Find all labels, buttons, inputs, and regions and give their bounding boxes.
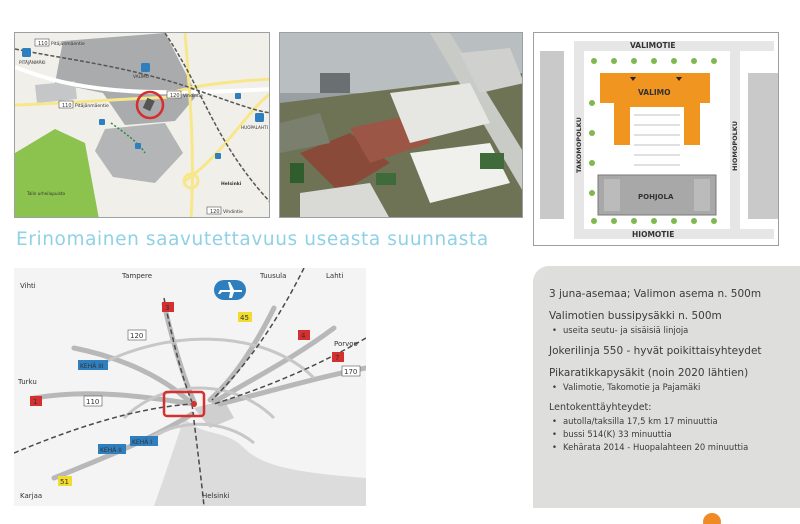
street-label-valimotie: VALIMOTIE xyxy=(630,41,676,50)
ring-road-label: KEHÄ II xyxy=(100,447,122,454)
road-number: 120 xyxy=(170,93,180,99)
park-label: Talin urheilupuisto xyxy=(27,191,66,196)
ring-road-label: KEHÄ III xyxy=(80,363,104,370)
info-sub-item: • Kehärata 2014 - Huopalahteen 20 minuuttia xyxy=(549,442,790,452)
road-number: 110 xyxy=(86,398,100,406)
road-label: Vihdintie xyxy=(223,210,243,215)
road-number: 120 xyxy=(210,209,220,215)
info-line: Valimotien bussipysäkki n. 500m xyxy=(549,310,722,322)
station-label: PITÄJÄNMÄKI xyxy=(19,60,46,65)
road-label: Pitäjänmäentie xyxy=(75,104,109,109)
road-number: 4 xyxy=(301,332,306,340)
info-sub-item: • useita seutu- ja sisäisiä linjoja xyxy=(549,325,790,335)
road-number: 170 xyxy=(344,368,358,376)
road-label: Pitäjänmäentie xyxy=(51,42,85,47)
orange-accent-dot xyxy=(703,513,721,524)
place-label: Turku xyxy=(18,378,37,386)
local-area-map xyxy=(14,32,270,218)
city-label: Helsinki xyxy=(221,182,242,187)
place-label: Lahti xyxy=(326,272,344,280)
train-station-icon xyxy=(141,63,150,72)
info-line: Pikaratikkapysäkit (noin 2020 lähtien) xyxy=(549,367,749,379)
place-label: Porvoo xyxy=(334,340,358,348)
building-label-pohjola: POHJOLA xyxy=(638,193,674,201)
info-line: 3 juna-asemaa; Valimon asema n. 500m xyxy=(549,288,762,300)
station-label: VALIMO xyxy=(133,74,149,79)
info-line: Jokerilinja 550 - hyvät poikittaisyhteydet xyxy=(549,345,762,357)
site-plan xyxy=(533,32,779,246)
info-line: Lentokenttäyhteydet: xyxy=(549,402,652,413)
train-station-icon xyxy=(22,48,31,57)
regional-map xyxy=(14,268,366,506)
place-label: Helsinki xyxy=(202,492,230,500)
road-number: 1 xyxy=(33,398,38,406)
info-sub-item: • Valimotie, Takomotie ja Pajamäki xyxy=(549,382,790,392)
train-station-icon xyxy=(255,113,264,122)
building-label-valimo: VALIMO xyxy=(638,88,671,97)
headline: Erinomainen saavutettavuus useasta suunnasta xyxy=(16,229,489,250)
road-number: 110 xyxy=(38,41,48,47)
ring-road-label: KEHÄ I xyxy=(132,439,153,446)
aerial-photo xyxy=(279,32,523,218)
street-label-takomopolku: TAKOMOPOLKU xyxy=(575,117,583,173)
accessibility-info-box xyxy=(533,266,800,508)
info-sub-item: • autolla/taksilla 17,5 km 17 minuuttia xyxy=(549,416,790,426)
road-number: 51 xyxy=(60,478,69,486)
road-number: 110 xyxy=(62,103,72,109)
road-number: 3 xyxy=(165,304,170,312)
place-label: Tampere xyxy=(122,272,153,280)
road-number: 7 xyxy=(335,354,340,362)
place-label: Karjaa xyxy=(20,492,43,500)
road-label: Vihdintie xyxy=(183,94,203,99)
street-label-hiomotie: HIOMOTIE xyxy=(632,230,675,239)
info-sub-item: • bussi 514(K) 33 minuuttia xyxy=(549,429,790,439)
road-number: 120 xyxy=(130,332,144,340)
road-number: 45 xyxy=(240,314,249,322)
station-label: HUOPALAHTI xyxy=(241,125,268,130)
street-label-hiomopolku: HIOMOPOLKU xyxy=(731,120,739,171)
place-label: Vihti xyxy=(20,282,36,290)
place-label: Tuusula xyxy=(260,272,287,280)
